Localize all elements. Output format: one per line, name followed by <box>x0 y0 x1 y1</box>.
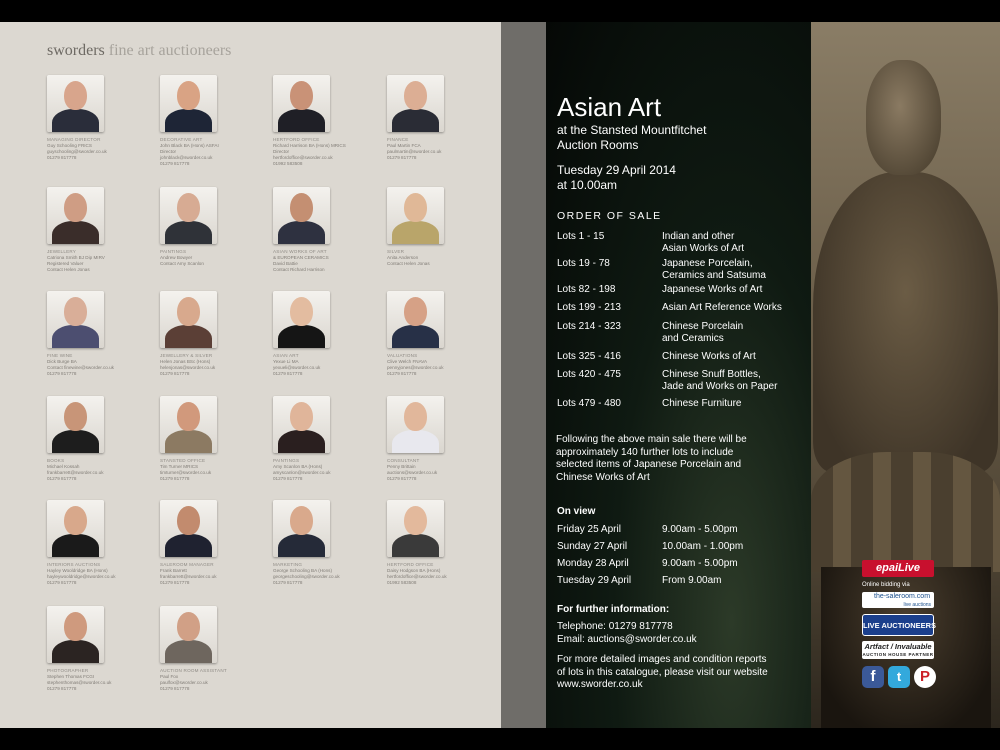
staff-phone: 01279 817778 <box>160 161 190 166</box>
staff-phone: 01279 817778 <box>273 476 303 481</box>
staff-email[interactable]: Contact Amy Scanlon <box>160 261 204 266</box>
staff-phone: 01279 817778 <box>160 371 190 376</box>
statue-head <box>866 60 941 175</box>
photo-body <box>52 430 99 453</box>
staff-email[interactable]: paulmartin@sworder.co.uk <box>387 149 442 154</box>
photo-body <box>165 325 212 348</box>
twitter-icon[interactable]: t <box>888 666 910 688</box>
sale-title: Asian Art <box>557 92 662 122</box>
view-day: Sunday 27 April <box>557 541 628 552</box>
lot-description <box>662 369 777 392</box>
photo-body <box>52 325 99 348</box>
photo-head <box>290 193 313 222</box>
statue-lotus-base <box>811 452 1000 572</box>
photo-head <box>290 506 313 535</box>
staff-role: JEWELLERY & SILVER <box>160 353 213 358</box>
staff-name: Hayley Wooldridge BA (Hons) <box>47 568 108 573</box>
staff-card <box>47 187 157 273</box>
staff-info <box>273 137 383 167</box>
staff-info <box>387 137 497 161</box>
staff-info <box>160 353 270 377</box>
staff-email[interactable]: frankbarrett@sworder.co.uk <box>160 574 217 579</box>
staff-role: MANAGING DIRECTOR <box>47 137 101 142</box>
staff-info <box>160 249 270 267</box>
staff-photo <box>47 291 104 348</box>
lot-desc-line: Japanese Works of Art <box>662 284 763 295</box>
view-day: Tuesday 29 April <box>557 575 632 586</box>
staff-photo <box>47 187 104 244</box>
staff-photo <box>387 187 444 244</box>
staff-card <box>47 75 157 161</box>
staff-photo <box>387 500 444 557</box>
staff-role: JEWELLERY <box>47 249 77 254</box>
pinterest-icon[interactable]: P <box>914 666 936 688</box>
website-link[interactable]: www.sworder.co.uk <box>557 679 643 690</box>
staff-email[interactable]: timturner@sworder.co.uk <box>160 470 212 475</box>
brand-logo <box>47 42 231 60</box>
staff-email[interactable]: Contact Helen Jonas <box>387 261 430 266</box>
lot-description <box>662 258 766 281</box>
staff-extra: hertfordoffice@sworder.co.uk <box>273 155 333 160</box>
staff-card <box>47 291 157 377</box>
staff-role: BOOKS <box>47 458 65 463</box>
follow-line: selected items of Japanese Porcelain and <box>556 459 742 470</box>
photo-head <box>177 297 200 326</box>
photo-body <box>392 534 439 557</box>
view-time: 9.00am - 5.00pm <box>662 524 738 535</box>
photo-body <box>52 534 99 557</box>
website-note-line: of lots in this catalogue, please visit our website <box>557 666 768 678</box>
the-saleroom-logo[interactable] <box>862 592 934 608</box>
staff-info <box>47 249 157 273</box>
staff-extra: Contact Richard Harrison <box>273 267 325 272</box>
staff-photo <box>160 396 217 453</box>
staff-role: ASIAN WORKS OF ART <box>273 249 327 254</box>
staff-name: Penny Brittain <box>387 464 416 469</box>
staff-photo <box>160 75 217 132</box>
staff-name: Frank Barrett <box>160 568 187 573</box>
brand-name: sworders <box>47 42 105 59</box>
staff-page <box>0 22 501 728</box>
photo-body <box>278 534 325 557</box>
staff-info <box>273 562 383 586</box>
photo-head <box>64 193 87 222</box>
staff-name: Paul Martin FCA <box>387 143 421 148</box>
photo-head <box>404 402 427 431</box>
photo-body <box>52 221 99 244</box>
staff-phone: 01279 817778 <box>273 580 303 585</box>
staff-name: Paul Fox <box>160 674 179 679</box>
staff-extra: Contact Helen Jonas <box>47 267 90 272</box>
saleroom-tag: live auctions <box>903 602 931 608</box>
staff-name: Michael Kossah <box>47 464 80 469</box>
photo-head <box>64 506 87 535</box>
staff-info <box>47 562 157 586</box>
staff-email[interactable]: paulfox@sworder.co.uk <box>160 680 208 685</box>
photo-body <box>165 640 212 663</box>
facebook-icon[interactable]: f <box>862 666 884 688</box>
staff-email[interactable]: frankbarrett@sworder.co.uk <box>47 470 104 475</box>
staff-card <box>160 500 270 586</box>
staff-email[interactable]: stephenthomas@sworder.co.uk <box>47 680 112 685</box>
staff-name: Tim Turner MRICS <box>160 464 199 469</box>
staff-role: VALUATIONS <box>387 353 418 358</box>
staff-phone: 01279 817778 <box>47 580 77 585</box>
lot-desc-line: Jade and Works on Paper <box>662 380 778 392</box>
staff-extra: johnblack@sworder.co.uk <box>160 155 213 160</box>
photo-head <box>64 612 87 641</box>
lot-description <box>662 351 756 363</box>
website-note <box>557 654 802 692</box>
lot-range: Lots 479 - 480 <box>557 398 621 409</box>
brand-tagline: fine art auctioneers <box>108 42 232 59</box>
staff-photo <box>160 606 217 663</box>
staff-photo <box>47 500 104 557</box>
epailive-logo[interactable]: epaiLive <box>862 560 934 577</box>
staff-email[interactable]: pennyjones@sworder.co.uk <box>387 365 444 370</box>
photo-body <box>278 221 325 244</box>
artfact-tag: AUCTION HOUSE PARTNER <box>862 652 934 657</box>
staff-role: MARKETING <box>273 562 303 567</box>
lot-desc-line: Indian and other <box>662 231 735 242</box>
staff-role: PHOTOGRAPHER <box>47 668 89 673</box>
staff-phone: 01992 583508 <box>273 161 303 166</box>
photo-body <box>392 109 439 132</box>
lot-desc-line: Chinese Works of Art <box>662 351 756 362</box>
staff-card <box>387 187 497 267</box>
staff-name: Dick Burge BA <box>47 359 77 364</box>
artfact-name: Artfact / Invaluable <box>864 642 932 651</box>
staff-role: PAINTINGS <box>273 458 300 463</box>
staff-name: Richard Harrison BA (Hons) MRICS <box>273 143 346 148</box>
staff-photo <box>160 187 217 244</box>
lot-range: Lots 199 - 213 <box>557 302 621 313</box>
order-of-sale-heading: ORDER OF SALE <box>557 210 662 222</box>
staff-info <box>387 458 497 482</box>
photo-head <box>290 297 313 326</box>
lot-range: Lots 19 - 78 <box>557 258 610 269</box>
staff-card <box>273 75 383 167</box>
staff-extra: 01279 817778 <box>47 371 77 376</box>
staff-photo <box>47 75 104 132</box>
further-info-heading: For further information: <box>557 604 670 615</box>
staff-email[interactable]: Director <box>273 149 290 154</box>
staff-info <box>47 458 157 482</box>
staff-phone: 01279 817778 <box>160 686 190 691</box>
photo-head <box>404 506 427 535</box>
staff-card <box>160 606 270 692</box>
staff-card <box>160 291 270 377</box>
lot-desc-line: Asian Works of Art <box>662 242 745 254</box>
staff-email[interactable]: helenjonas@sworder.co.uk <box>160 365 216 370</box>
staff-phone: 01279 817778 <box>160 476 190 481</box>
saleroom-name: the-saleroom.com <box>874 593 931 600</box>
staff-photo <box>387 291 444 348</box>
view-time: From 9.00am <box>662 575 722 586</box>
staff-info <box>387 249 497 267</box>
photo-body <box>392 325 439 348</box>
staff-card <box>387 75 497 161</box>
staff-email[interactable]: yexueli@sworder.co.uk <box>273 365 321 370</box>
staff-phone: 01279 817778 <box>273 371 303 376</box>
staff-name: Helen Jonas BSc (Hons) <box>160 359 211 364</box>
photo-head <box>64 402 87 431</box>
lot-desc-line: Chinese Porcelain <box>662 321 744 332</box>
staff-card <box>47 606 157 692</box>
email-link[interactable]: Email: auctions@sworder.co.uk <box>557 633 697 645</box>
lot-description <box>662 231 744 254</box>
staff-info <box>47 353 157 377</box>
staff-info <box>273 353 383 377</box>
photo-body <box>165 430 212 453</box>
lot-description <box>662 398 741 410</box>
photo-head <box>404 81 427 110</box>
staff-phone: 01279 817778 <box>387 476 417 481</box>
staff-role: SALEROOM MANAGER <box>160 562 214 567</box>
lot-description <box>662 302 782 314</box>
view-row <box>557 541 744 552</box>
photo-head <box>404 193 427 222</box>
staff-role: AUCTION ROOM ASSISTANT <box>160 668 227 673</box>
lot-desc-line: and Ceramics <box>662 332 724 344</box>
follow-line: Chinese Works of Art <box>556 471 650 483</box>
photo-head <box>177 612 200 641</box>
photo-body <box>52 640 99 663</box>
staff-email[interactable]: Director <box>160 149 177 154</box>
lot-range: Lots 420 - 475 <box>557 369 621 380</box>
photo-head <box>290 402 313 431</box>
statue-body <box>813 172 998 472</box>
staff-card <box>273 187 383 273</box>
photo-head <box>290 81 313 110</box>
photo-body <box>392 430 439 453</box>
staff-phone: 01992 583508 <box>387 580 417 585</box>
time-line: at 10.00am <box>557 177 618 192</box>
staff-photo <box>387 75 444 132</box>
photo-body <box>392 221 439 244</box>
staff-role: FINANCE <box>387 137 409 142</box>
staff-name: Yexue Li MA <box>273 359 299 364</box>
staff-photo <box>273 500 330 557</box>
lot-description <box>662 321 743 344</box>
date-line: Tuesday 29 April 2014 <box>557 163 676 177</box>
staff-email[interactable]: David Battie <box>273 261 298 266</box>
lot-description <box>662 284 762 296</box>
photo-head <box>64 297 87 326</box>
staff-name: George Schooling BA (Hons) <box>273 568 332 573</box>
view-row <box>557 558 738 569</box>
page-gutter <box>501 22 546 728</box>
staff-name: Guy Schooling FRICS <box>47 143 92 148</box>
view-day: Monday 28 April <box>557 558 629 569</box>
photo-body <box>165 534 212 557</box>
photo-head <box>177 81 200 110</box>
staff-photo <box>273 187 330 244</box>
staff-phone: 01279 817778 <box>47 476 77 481</box>
staff-photo <box>273 75 330 132</box>
staff-email[interactable]: guyschooling@sworder.co.uk <box>47 149 107 154</box>
sale-venue <box>557 123 706 152</box>
staff-info <box>160 137 270 167</box>
staff-phone: 01279 817778 <box>387 371 417 376</box>
photo-body <box>165 221 212 244</box>
staff-name: John Black BA (Hons) ASFAI <box>160 143 219 148</box>
staff-phone: 01279 817778 <box>47 686 77 691</box>
staff-card <box>160 187 270 267</box>
catalogue-spread <box>0 22 1000 728</box>
contact-info <box>557 621 697 646</box>
staff-name: Clive Welch FNAVA <box>387 359 428 364</box>
staff-card <box>160 75 270 167</box>
staff-phone: 01279 817778 <box>387 155 417 160</box>
photo-head <box>404 297 427 326</box>
photo-body <box>278 109 325 132</box>
staff-card <box>47 396 157 482</box>
staff-name: Amy Scanlon BA (Hons) <box>273 464 323 469</box>
staff-info <box>160 458 270 482</box>
staff-email[interactable]: Contact finewine@sworder.co.uk <box>47 365 114 370</box>
lot-desc-line: Chinese Furniture <box>662 398 742 409</box>
staff-photo <box>273 396 330 453</box>
staff-phone: 01279 817778 <box>160 580 190 585</box>
follow-note <box>556 434 796 484</box>
lot-desc-line: Japanese Porcelain, <box>662 258 753 269</box>
staff-card <box>273 500 383 586</box>
view-day: Friday 25 April <box>557 524 621 535</box>
staff-info <box>160 668 270 692</box>
staff-photo <box>47 606 104 663</box>
lot-range: Lots 1 - 15 <box>557 231 605 242</box>
staff-role: HERTFORD OFFICE <box>387 562 434 567</box>
venue-line-1: at the Stansted Mountfitchet <box>557 123 707 137</box>
staff-card <box>160 396 270 482</box>
staff-role: STANSTED OFFICE <box>160 458 206 463</box>
sale-date <box>557 163 676 192</box>
photo-body <box>52 109 99 132</box>
photo-head <box>177 506 200 535</box>
photo-head <box>64 81 87 110</box>
photo-head <box>177 402 200 431</box>
photo-body <box>278 430 325 453</box>
lot-desc-line: Ceramics and Satsuma <box>662 269 766 281</box>
lot-desc-line: Chinese Snuff Bottles, <box>662 369 761 380</box>
photo-body <box>278 325 325 348</box>
lot-range: Lots 82 - 198 <box>557 284 616 295</box>
follow-line: Following the above main sale there will be <box>556 434 747 445</box>
staff-role: PAINTINGS <box>160 249 187 254</box>
staff-info <box>273 458 383 482</box>
staff-info <box>387 353 497 377</box>
staff-role: CONSULTANT <box>387 458 420 463</box>
staff-info <box>47 668 157 692</box>
staff-card <box>387 291 497 377</box>
view-row <box>557 575 722 586</box>
staff-photo <box>387 396 444 453</box>
follow-line: approximately 140 further lots to include <box>556 446 734 458</box>
staff-photo <box>273 291 330 348</box>
staff-email[interactable]: auctions@sworder.co.uk <box>387 470 438 475</box>
view-row <box>557 524 738 535</box>
staff-role: HERTFORD OFFICE <box>273 137 320 142</box>
staff-info <box>160 562 270 586</box>
staff-name: Stephen Thomas FCGI <box>47 674 95 679</box>
staff-card <box>273 396 383 482</box>
staff-role: FINE WINE <box>47 353 73 358</box>
staff-role: DECORATIVE ART <box>160 137 203 142</box>
sale-info-panel <box>546 22 811 728</box>
staff-name: Andrew Bowyer <box>160 255 193 260</box>
view-time: 10.00am - 1.00pm <box>662 541 744 552</box>
venue-line-2: Auction Rooms <box>557 137 639 152</box>
website-note-line: For more detailed images and condition reports <box>557 654 767 665</box>
staff-card <box>273 291 383 377</box>
staff-info <box>387 562 497 586</box>
artfact-logo[interactable] <box>862 641 934 659</box>
staff-phone: 01279 817778 <box>47 155 77 160</box>
staff-role: INTERIORS AUCTIONS <box>47 562 101 567</box>
photo-body <box>165 109 212 132</box>
staff-card <box>387 396 497 482</box>
staff-info <box>273 249 383 273</box>
live-auctioneers-logo[interactable]: LIVE AUCTIONEERS <box>862 614 934 636</box>
on-view-heading: On view <box>557 506 596 517</box>
staff-email[interactable]: hayleywooldridge@sworder.co.uk <box>47 574 116 579</box>
staff-card <box>47 500 157 586</box>
staff-role: SILVER <box>387 249 405 254</box>
staff-name: Catriona Smith BJ Dip MIRV <box>47 255 105 260</box>
lot-range: Lots 214 - 323 <box>557 321 621 332</box>
online-bidding-label: Online bidding via <box>862 582 910 588</box>
view-time: 9.00am - 5.00pm <box>662 558 738 569</box>
lot-range: Lots 325 - 416 <box>557 351 621 362</box>
staff-name: Anita Anderson <box>387 255 419 260</box>
staff-photo <box>47 396 104 453</box>
staff-email[interactable]: Registered Valuer <box>47 261 84 266</box>
staff-photo <box>160 500 217 557</box>
staff-photo <box>160 291 217 348</box>
staff-email[interactable]: amyscanlon@sworder.co.uk <box>273 470 331 475</box>
staff-email[interactable]: georgeschooling@sworder.co.uk <box>273 574 340 579</box>
staff-info <box>47 137 157 161</box>
staff-name: & EUROPEAN CERAMICS <box>273 255 329 260</box>
staff-name: Daisy Hodgson BA (Hons) <box>387 568 441 573</box>
staff-role: ASIAN ART <box>273 353 299 358</box>
telephone: Telephone: 01279 817778 <box>557 621 673 632</box>
staff-email[interactable]: hertfordoffice@sworder.co.uk <box>387 574 447 579</box>
lot-desc-line: Asian Art Reference Works <box>662 302 782 313</box>
photo-head <box>177 193 200 222</box>
staff-card <box>387 500 497 586</box>
